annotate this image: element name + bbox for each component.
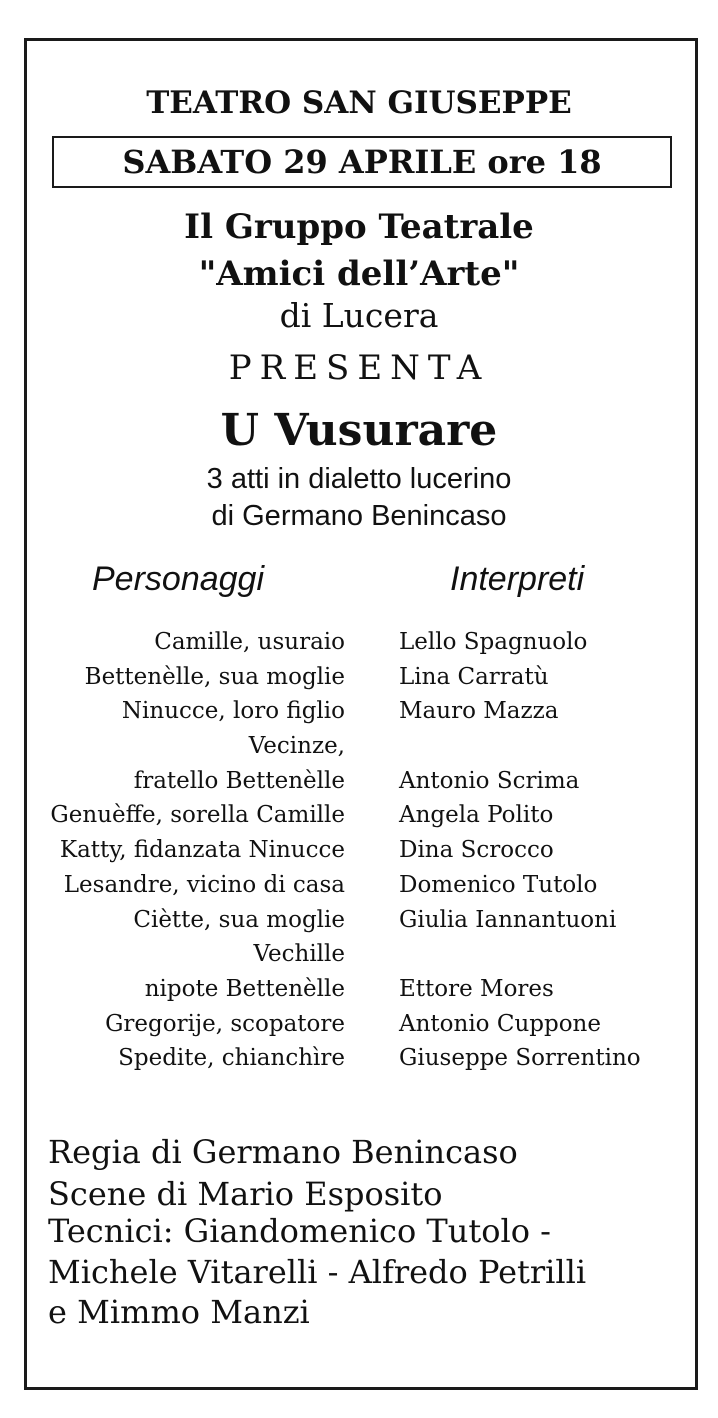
company-line-2: "Amici dell’Arte" — [198, 254, 520, 294]
actor-name: Giulia Iannantuoni — [399, 906, 617, 933]
character-name: Camille, usuraio — [154, 629, 345, 655]
credit-technicians-3: e Mimmo Manzi — [48, 1293, 310, 1331]
character-name: Genuèffe, sorella Camille — [50, 802, 345, 829]
actor-name: Giuseppe Sorrentino — [399, 1045, 641, 1072]
character-name: Lesandre, vicino di casa — [63, 871, 345, 898]
play-subtitle-2: di Germano Benincaso — [211, 500, 507, 532]
actor-name: Mauro Mazza — [399, 698, 559, 725]
character-name: Vechille — [253, 941, 345, 968]
credit-scenery: Scene di Mario Esposito — [48, 1175, 443, 1213]
characters-header: Personaggi — [92, 560, 265, 598]
cast-row — [0, 941, 718, 976]
cast-row — [0, 698, 718, 733]
character-name: Vecinze, — [248, 733, 345, 760]
cast-row — [0, 976, 718, 1011]
credit-director: Regia di Germano Benincaso — [48, 1133, 518, 1171]
actor-name: Lello Spagnuolo — [399, 629, 588, 655]
character-name: nipote Bettenèlle — [144, 975, 345, 1002]
actor-name: Dina Scrocco — [399, 837, 554, 864]
play-subtitle-1: 3 atti in dialetto lucerino — [206, 463, 512, 495]
character-name: Spedite, chianchìre — [118, 1045, 345, 1072]
play-title: U Vusurare — [220, 405, 498, 456]
theatre-name: TEATRO SAN GIUSEPPE — [146, 85, 572, 121]
presents-label: PRESENTA — [228, 348, 490, 388]
actor-name: Antonio Cuppone — [399, 1010, 601, 1037]
credit-technicians-2: Michele Vitarelli - Alfredo Petrilli — [48, 1253, 587, 1291]
date-box: SABATO 29 APRILE ore 18 — [52, 136, 672, 188]
character-name: Katty, fidanzata Ninucce — [59, 837, 345, 864]
cast-row — [0, 629, 718, 664]
actor-name: Angela Polito — [399, 802, 554, 829]
cast-row — [0, 733, 718, 768]
credit-technicians-1: Tecnici: Giandomenico Tutolo - — [48, 1212, 551, 1250]
character-name: fratello Bettenèlle — [133, 767, 345, 794]
character-name: Gregorije, scopatore — [105, 1010, 345, 1037]
cast-row — [0, 1011, 718, 1046]
character-name: Ciètte, sua moglie — [133, 906, 345, 933]
cast-row — [0, 664, 718, 699]
company-city: di Lucera — [279, 296, 439, 335]
character-name: Ninucce, loro figlio — [121, 698, 345, 725]
company-line-1: Il Gruppo Teatrale — [184, 207, 534, 247]
actor-name: Ettore Mores — [399, 975, 554, 1002]
cast-list — [0, 629, 718, 1080]
actors-header: Interpreti — [450, 560, 585, 598]
actor-name: Lina Carratù — [399, 663, 549, 690]
cast-row — [0, 837, 718, 872]
actor-name: Domenico Tutolo — [399, 871, 598, 898]
actor-name: Antonio Scrima — [399, 767, 580, 794]
cast-row — [0, 1045, 718, 1080]
cast-row — [0, 907, 718, 942]
cast-row — [0, 768, 718, 803]
cast-row — [0, 802, 718, 837]
character-name: Bettenèlle, sua moglie — [84, 663, 345, 690]
cast-row — [0, 872, 718, 907]
